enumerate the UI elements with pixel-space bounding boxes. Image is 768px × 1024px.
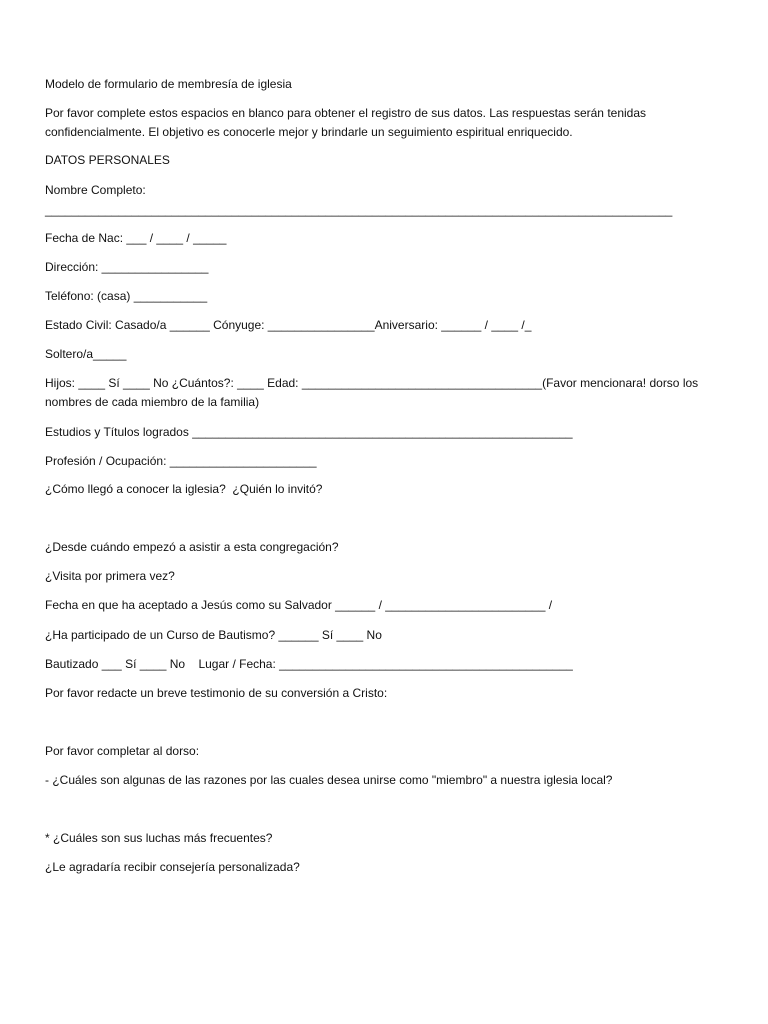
profession-field: Profesión / Ocupación: ______________________ <box>45 454 317 468</box>
section-header-personal-data: DATOS PERSONALES <box>45 153 170 167</box>
reasons-question: - ¿Cuáles son algunas de las razones por las cuales desea unirse como "miembro" a nuestra iglesia local? <box>45 773 613 787</box>
full-name-label: Nombre Completo: <box>45 183 146 197</box>
form-intro: Por favor complete estos espacios en blanco para obtener el registro de sus datos. Las respuestas serán tenidas confidencialmente. El objetivo es conocerle mejor y brindarle un seguimiento espiritual enriquecido. <box>45 106 647 139</box>
studies-field: Estudios y Títulos logrados _________________________________________________________ <box>45 425 573 439</box>
baptism-course-field: ¿Ha participado de un Curso de Bautismo? ______ Sí ____ No <box>45 628 382 642</box>
marital-status-field: Estado Civil: Casado/a ______ Cónyuge: ________________Aniversario: ______ / ____ /_ <box>45 318 532 332</box>
address-field: Dirección: ________________ <box>45 260 209 274</box>
complete-back-note: Por favor completar al dorso: <box>45 744 200 758</box>
testimony-prompt: Por favor redacte un breve testimonio de su conversión a Cristo: <box>45 686 388 700</box>
accepted-jesus-date-field: Fecha en que ha aceptado a Jesús como su Salvador ______ / ________________________ / <box>45 598 553 612</box>
counseling-question: ¿Le agradaría recibir consejería personalizada? <box>45 860 300 874</box>
children-field: Hijos: ____ Sí ____ No ¿Cuántos?: ____ Edad: ____________________________________(Favor mencionara! dorso los nombres de cada miembro de la familia) <box>45 376 699 409</box>
baptized-field: Bautizado ___ Sí ____ No Lugar / Fecha: ____________________________________________ <box>45 657 573 671</box>
full-name-blank: ______________________________________________________________________________________________ <box>45 203 673 217</box>
form-title: Modelo de formulario de membresía de iglesia <box>45 77 292 91</box>
single-field: Soltero/a_____ <box>45 347 127 361</box>
struggles-question: * ¿Cuáles son sus luchas más frecuentes? <box>45 831 273 845</box>
birth-date-field: Fecha de Nac: ___ / ____ / _____ <box>45 231 227 245</box>
phone-field: Teléfono: (casa) ___________ <box>45 289 208 303</box>
first-visit-question: ¿Visita por primera vez? <box>45 569 175 583</box>
since-when-question: ¿Desde cuándo empezó a asistir a esta congregación? <box>45 540 339 554</box>
how-met-church-question: ¿Cómo llegó a conocer la iglesia? ¿Quién lo invitó? <box>45 482 323 496</box>
